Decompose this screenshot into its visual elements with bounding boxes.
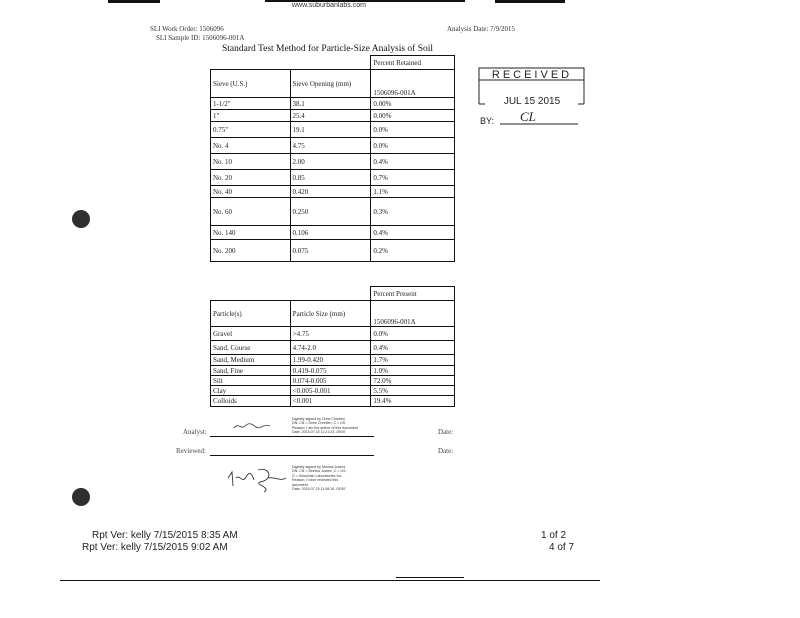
page-number-2: 4 of 7 — [549, 542, 575, 553]
analyst-label: Analyst: — [183, 428, 207, 436]
table-row: No. 4 4.75 0.0% — [211, 138, 455, 154]
page-number-1: 1 of 2 — [541, 530, 567, 541]
table-row: 1" 25.4 0.00% — [211, 110, 455, 122]
table-row: No. 200 0.075 0.2% — [211, 240, 455, 262]
reviewed-date-label: Date: — [438, 447, 454, 455]
reviewer-signature-line — [210, 455, 374, 456]
sample-id: SLI Sample ID: 1506096-001A — [156, 34, 245, 42]
lab-url: www.suburbanlabs.com — [292, 2, 366, 9]
stamp-date: JUL 15 2015 — [503, 96, 561, 107]
footer-rule-short — [396, 577, 464, 578]
header-bar-right — [495, 0, 565, 3]
stamp-received-text: RECEIVED — [491, 69, 573, 81]
table-row: Sand, Medium 1.99-0.420 1.7% — [211, 355, 455, 366]
report-version-1: Rpt Ver: kelly 7/15/2015 8:35 AM — [92, 530, 238, 541]
percent-present-header: Percent Present — [371, 287, 455, 301]
particle-col-header: Particle(s) — [211, 301, 291, 327]
sample-col-header: 1506096-001A — [371, 70, 455, 98]
percent-retained-header: Percent Retained — [371, 56, 455, 70]
table-row: No. 140 0.106 0.4% — [211, 226, 455, 240]
table-row: Silt 0.074-0.005 72.0% — [211, 376, 455, 386]
analyst-signature-line — [210, 436, 374, 437]
sieve-table — [210, 55, 455, 262]
report-version-2: Rpt Ver: kelly 7/15/2015 9:02 AM — [82, 542, 228, 553]
analysis-date: Analysis Date: 7/9/2015 — [447, 25, 516, 33]
header-bar-left — [108, 0, 160, 3]
table-row: No. 60 0.250 0.3% — [211, 198, 455, 226]
reviewer-signature — [224, 464, 290, 496]
table-row: Sand, Fine 0.419-0.075 1.0% — [211, 366, 455, 376]
opening-col-header: Sieve Opening (mm) — [290, 70, 371, 98]
table-row: Gravel >4.75 0.0% — [211, 327, 455, 341]
analyst-signature — [232, 418, 274, 432]
binder-hole-top — [72, 210, 90, 228]
size-col-header: Particle Size (mm) — [290, 301, 371, 327]
table-row: No. 40 0.420 1.1% — [211, 186, 455, 198]
analyst-date-label: Date: — [438, 428, 454, 436]
sample-col-header: 1506096-001A — [371, 301, 455, 327]
stamp-initials: CL — [520, 109, 536, 124]
table-row: Colloids <0.001 19.4% — [211, 396, 455, 407]
sieve-col-header: Sieve (U.S.) — [211, 70, 291, 98]
work-order: SLI Work Order: 1506096 — [150, 25, 224, 33]
analyst-digital-signature: Digitally signed by Drew Chretien DN: CN = Drew Chretien, C = US Reason: I am the author of this document Date: 2015.07.15 11:21:23 -05'00' — [292, 417, 358, 435]
table-row: Sand, Course 4.74-2.0 0.4% — [211, 341, 455, 355]
table-row: 0.75" 19.1 0.0% — [211, 122, 455, 138]
particle-table — [210, 286, 455, 407]
received-stamp — [474, 64, 592, 130]
table-row: No. 10 2.00 0.4% — [211, 154, 455, 170]
footer-rule — [60, 580, 600, 581]
report-title: Standard Test Method for Particle-Size Analysis of Soil — [222, 44, 434, 54]
table-row: Clay <0.005-0.001 5.5% — [211, 386, 455, 396]
reviewed-label: Reviewed: — [176, 447, 206, 455]
table-row: No. 20 0.85 0.7% — [211, 170, 455, 186]
stamp-by-label: BY: — [480, 116, 495, 126]
binder-hole-bottom — [72, 488, 90, 506]
table-row: 1-1/2" 38.1 0.00% — [211, 98, 455, 110]
reviewer-digital-signature: Digitally signed by Monica Juarez DN: CN = Monica Juarez, C = US, O = Suburban Laboratories Inc. Reason: I have reviewed this document Date: 2015.07.15 11:08:16 -05'00' — [292, 465, 347, 492]
